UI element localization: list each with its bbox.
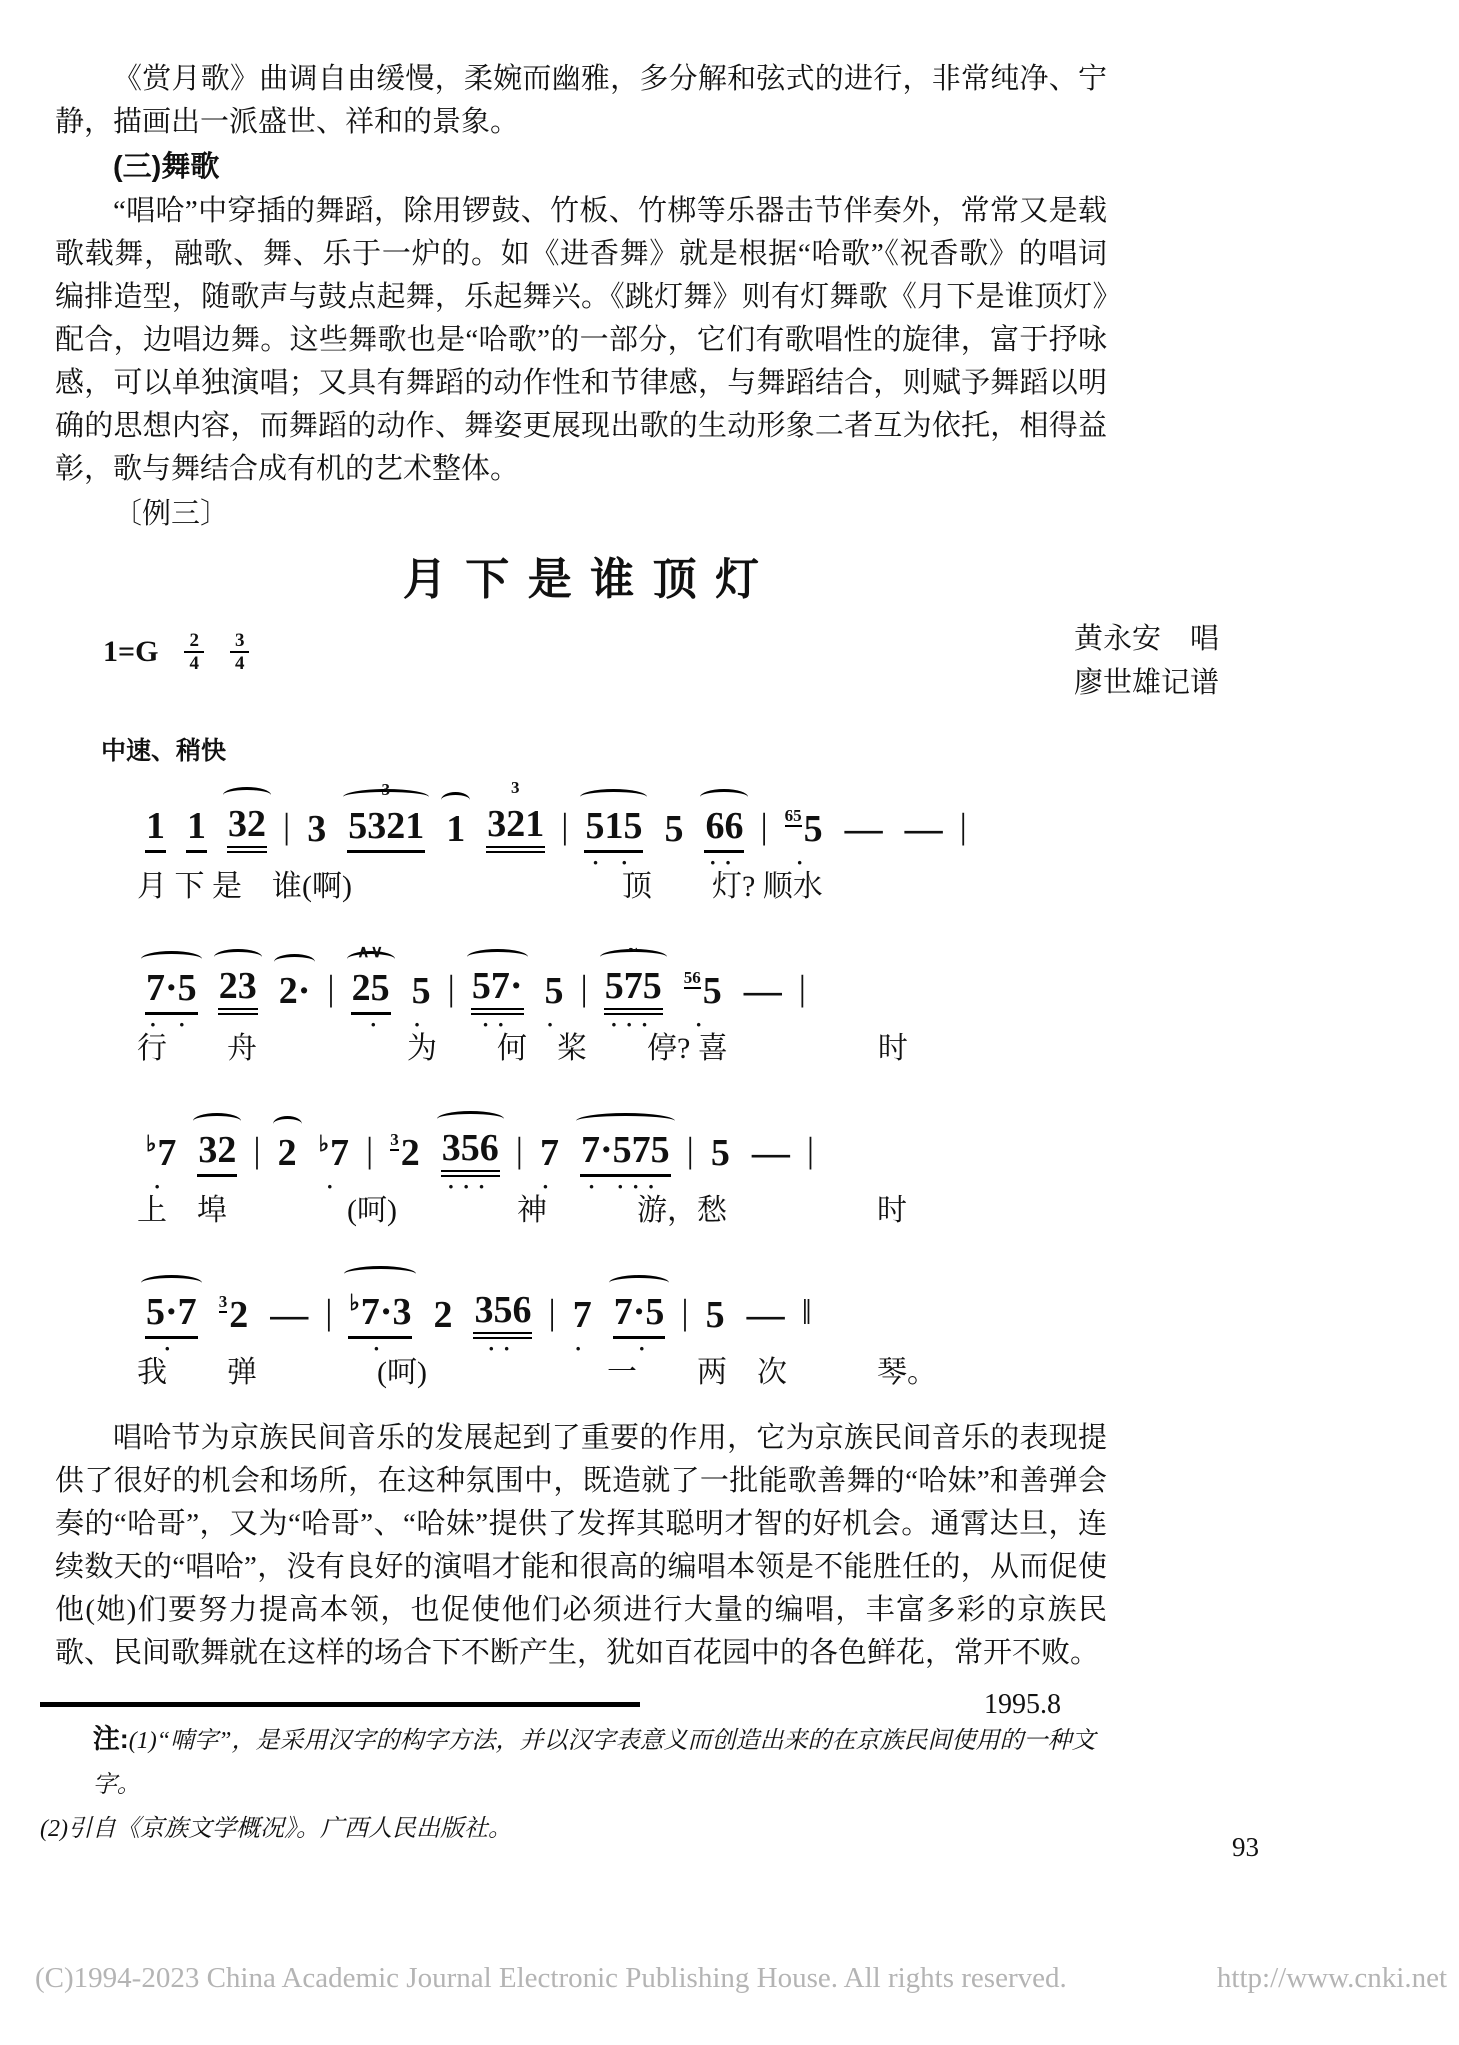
note-token — [277, 1131, 298, 1177]
footnote-1 — [40, 1717, 1100, 1807]
notes-line — [55, 1093, 1107, 1199]
octave-dots: ·· — [709, 850, 740, 875]
note-digits: 5 — [705, 1294, 725, 1336]
note-digits: 2 — [433, 1294, 453, 1336]
score-system — [55, 931, 1107, 1067]
note-token — [544, 969, 565, 1037]
barline — [324, 1290, 333, 1336]
slur-arc — [441, 792, 470, 808]
octave-dots: · — [163, 1336, 180, 1361]
note-token — [186, 804, 207, 853]
note-digits: 23 — [218, 964, 258, 1015]
note-token — [710, 1131, 731, 1177]
note-digits: 5 — [664, 808, 684, 850]
note-digits: $^{65}$5 — [784, 806, 823, 850]
grace-notes: 65 — [784, 806, 802, 825]
note-digits: | — [325, 1292, 333, 1332]
lyrics-line: 月 下 是 谁(啊) 顶 灯? 顺水 — [137, 870, 823, 903]
note-digits: | — [686, 1130, 694, 1170]
note-digits: — — [751, 1132, 790, 1174]
ornament-mark: 3 — [510, 778, 521, 797]
note-digits: ♭7·3 — [348, 1281, 412, 1339]
note-digits: — — [270, 1294, 309, 1336]
note-token — [145, 804, 166, 853]
page-number: 93 — [1232, 1832, 1259, 1862]
footnote-2: (2)引自《京族文学概况》。广西人民出版社。 — [40, 1816, 512, 1842]
singer-credit: 黄永安 唱 — [1073, 623, 1219, 655]
ornament-mark: ∧∨ — [357, 942, 385, 961]
note-token — [604, 940, 663, 1037]
lyrics-line: 我 弹 (呵) 一 两 次 琴。 — [137, 1356, 937, 1389]
note-digits: 32 — [227, 802, 267, 853]
note-digits: | — [806, 1130, 815, 1170]
slur-arc — [467, 949, 528, 965]
note-token — [572, 1293, 593, 1361]
score-header-row — [55, 617, 1219, 705]
barline — [560, 804, 569, 850]
octave-dots: ·· — [487, 1336, 519, 1361]
octave-dots: · — [372, 1336, 389, 1361]
note-token — [580, 1128, 671, 1199]
octave-dots: · · — [149, 1012, 194, 1037]
note-digits: — — [746, 1294, 785, 1336]
barline — [959, 804, 968, 850]
note-digits: 356 — [441, 1126, 500, 1177]
meter-denominator: 4 — [189, 653, 199, 674]
score-system — [55, 1255, 1107, 1391]
transcriber-credit: 廖世雄记谱 — [1073, 667, 1219, 699]
note-token — [904, 807, 944, 853]
score-systems — [55, 769, 1107, 1391]
slur-arc — [274, 954, 316, 970]
note-token — [441, 1126, 500, 1199]
note-digits: $^{56}$5 — [683, 968, 722, 1012]
meter-2-4 — [184, 631, 204, 673]
note-token — [347, 780, 425, 853]
octave-dots: · — [356, 1012, 386, 1037]
barline — [686, 1128, 695, 1174]
note-token — [432, 1293, 453, 1339]
page-content — [55, 58, 1219, 1721]
note-digits: 3 — [307, 808, 327, 850]
note-token — [471, 964, 524, 1037]
tempo-marking: 中速、稍快 — [101, 737, 227, 765]
slur-arc — [193, 1113, 241, 1129]
ornament-mark: ~ — [628, 940, 639, 959]
octave-dots: · — [574, 1336, 590, 1361]
note-token — [473, 1288, 532, 1361]
note-digits: — — [743, 970, 782, 1012]
barline — [680, 1290, 689, 1336]
paragraph-changhajie: 唱哈节为京族民间音乐的发展起到了重要的作用，它为京族民间音乐的表现提供了很好的机会和场所，在这种氛围中，既造就了一批能歌善舞的“哈妹”和善弹会奏的“哈哥”，又为“哈哥”、“哈妹”提供了发挥其聪明才智的好机会。通霄达旦，连续数天的“唱哈”，没有良好的演唱才能和很高的编唱本领是不能胜任的，从而促使他(她)们要努力提高本领，也促使他们必须进行大量的编唱，丰富多彩的京族民歌、民间歌舞就在这样的场合下不断产生，犹如百花园中的各色鲜花，常开不败。 — [55, 1422, 1107, 1669]
footer-copyright: (C)1994-2023 China Academic Journal Electronic Publishing House. All rights reserved. — [35, 1962, 1067, 1994]
note-token — [751, 1131, 791, 1177]
paragraph-shangyuege: 《赏月歌》曲调自由缓慢，柔婉而幽雅，多分解和弦式的进行，非常纯净、宁静，描画出一派盛世、祥和的景象。 — [55, 63, 1107, 138]
note-digits: ♭7 — [146, 1131, 177, 1174]
score-title: 月下是谁顶灯 — [402, 555, 778, 604]
grace-notes: 56 — [683, 968, 701, 987]
note-digits: | — [580, 968, 588, 1008]
note-token — [584, 804, 643, 875]
meter-3-4 — [230, 631, 250, 673]
note-token — [389, 1118, 421, 1177]
notes-line — [55, 1255, 1107, 1361]
note-token — [704, 804, 744, 875]
note-digits: | — [327, 968, 335, 1008]
octave-dots: ··· — [447, 1174, 494, 1199]
note-digits: | — [366, 1130, 374, 1170]
note-digits: 7 — [572, 1294, 592, 1336]
note-digits: 5 — [710, 1132, 730, 1174]
barline — [806, 1128, 815, 1174]
slur-arc — [273, 1116, 302, 1132]
barline — [282, 804, 291, 850]
note-digits: 321 — [486, 802, 545, 853]
note-token — [227, 802, 267, 853]
footnote-block — [40, 1702, 1100, 1851]
footnote-1-text: (1)“喃字”，是采用汉字的构字方法，并以汉字表意义而创造出来的在京族民间使用的一种文字。 — [92, 1728, 1096, 1798]
note-digits: | — [548, 1292, 556, 1332]
barline — [326, 966, 335, 1012]
footnote-label: 注: — [92, 1724, 129, 1754]
note-digits: 7 — [539, 1132, 559, 1174]
note-token — [197, 1128, 237, 1177]
note-digits: 5 — [544, 970, 564, 1012]
barline — [252, 1128, 261, 1174]
lyrics-line: 行 舟 为 何 桨 停? 喜 时 — [137, 1032, 908, 1065]
note-token — [445, 807, 466, 853]
note-token — [486, 778, 545, 853]
note-token — [218, 964, 258, 1015]
note-token — [145, 966, 198, 1037]
note-digits: ♭7 — [318, 1131, 349, 1174]
note-digits: | — [447, 968, 455, 1008]
slur-arc — [214, 949, 262, 965]
note-token — [844, 807, 884, 853]
note-digits: 57· — [471, 964, 524, 1015]
note-digits: | — [760, 806, 768, 846]
note-token — [784, 794, 824, 875]
score-system — [55, 769, 1107, 905]
accidental-flat: ♭ — [349, 1290, 360, 1315]
note-digits: | — [515, 1130, 523, 1170]
notes-line — [55, 931, 1107, 1037]
note-token — [306, 807, 327, 853]
notes-line — [55, 769, 1107, 875]
note-token — [269, 1293, 309, 1339]
octave-dots: · — [153, 1174, 169, 1199]
grace-notes: 3 — [390, 1130, 399, 1149]
slur-arc — [576, 1113, 675, 1129]
slur-arc — [141, 1275, 202, 1291]
note-digits: 2· — [278, 970, 311, 1012]
note-digits: 1 — [186, 804, 207, 853]
barline — [547, 1290, 556, 1336]
note-digits: 7·5 — [145, 966, 198, 1015]
note-token — [539, 1131, 560, 1199]
note-digits: | — [798, 968, 806, 1008]
note-token — [145, 1290, 198, 1361]
note-digits: | — [253, 1130, 261, 1170]
octave-dots: · ··· — [587, 1174, 663, 1199]
note-digits: 1 — [446, 808, 466, 850]
note-token — [348, 1281, 412, 1361]
note-token — [613, 1290, 666, 1361]
note-digits: 356 — [473, 1288, 532, 1339]
note-digits: — — [904, 808, 943, 850]
octave-dots: · — [541, 1174, 558, 1199]
note-digits: $^3$2 — [390, 1130, 420, 1174]
grace-notes: 3 — [218, 1292, 228, 1311]
note-token — [278, 969, 312, 1015]
note-digits: 7·575 — [580, 1128, 671, 1177]
score-system — [55, 1093, 1107, 1229]
slur-arc — [580, 789, 647, 805]
note-token — [145, 1122, 177, 1199]
meter-numerator: 3 — [230, 631, 250, 653]
note-digits: 25 — [351, 966, 391, 1015]
note-token — [743, 969, 783, 1015]
barline — [759, 804, 768, 850]
octave-dots: · — [695, 1012, 711, 1037]
accidental-flat: ♭ — [318, 1131, 329, 1156]
slur-arc — [609, 1275, 670, 1291]
octave-dots: · — [326, 1174, 342, 1199]
barline — [365, 1128, 374, 1174]
slur-arc — [223, 787, 271, 803]
footnote-divider — [40, 1702, 640, 1707]
slur-arc — [344, 1266, 416, 1282]
note-token — [318, 1122, 350, 1199]
footer — [35, 1962, 1447, 1995]
paragraph-wuge-body: “唱哈”中穿插的舞蹈，除用锣鼓、竹板、竹梆等乐器击节伴奏外，常常又是载歌载舞，融歌、舞、乐于一炉的。如《进香舞》就是根据“哈歌”《祝香歌》的唱词编排造型，随歌声与鼓点起舞，乐起舞兴。《跳灯舞》则有灯舞歌《月下是谁顶灯》配合，边唱边舞。这些舞歌也是“哈歌”的一部分，它们有歌唱性的旋律，富于抒咏感，可以单独演唱；又具有舞蹈的动作性和节律感，与舞蹈结合，则赋予舞蹈以明确的思想内容，而舞蹈的动作、舞姿更展现出歌的生动形象二者互为依托，相得益彰，歌与舞结合成有机的艺术整体。 — [55, 195, 1107, 485]
key-signature — [103, 631, 249, 673]
barline — [798, 966, 807, 1012]
note-digits: 2 — [277, 1132, 297, 1174]
barline — [515, 1128, 524, 1174]
note-digits: 7·5 — [613, 1290, 666, 1339]
octave-dots: ·· — [481, 1012, 513, 1037]
note-token — [663, 807, 684, 853]
note-digits: — — [844, 808, 883, 850]
note-token — [683, 956, 723, 1037]
note-digits: 66 — [704, 804, 744, 853]
score-credits — [1074, 617, 1219, 705]
note-digits: $^3$2 — [218, 1292, 249, 1336]
example-label: 〔例三〕 — [113, 498, 230, 530]
meter-numerator: 2 — [184, 631, 204, 653]
octave-dots: · — [795, 850, 812, 875]
note-digits: 5 — [411, 970, 431, 1012]
meter-denominator: 4 — [234, 653, 245, 674]
note-digits: 1 — [145, 804, 166, 853]
note-digits: | — [283, 806, 291, 846]
slur-arc — [141, 951, 202, 967]
octave-dots: · — [624, 1336, 654, 1361]
octave-dots: · · — [591, 850, 637, 875]
slur-arc — [700, 789, 748, 805]
note-token — [351, 942, 391, 1037]
note-digits: 32 — [197, 1128, 237, 1177]
barline — [447, 966, 456, 1012]
octave-dots: · — [413, 1012, 429, 1037]
lyrics-line: 上 埠 (呵) 神 游，愁 时 — [137, 1194, 907, 1227]
octave-dots: ··· — [610, 1012, 657, 1037]
barline — [580, 966, 589, 1012]
section-heading-wuge: (三)舞歌 — [113, 151, 220, 183]
note-digits: 5·7 — [145, 1290, 198, 1339]
octave-dots: · — [546, 1012, 562, 1037]
note-token — [746, 1293, 786, 1339]
barline — [801, 1290, 813, 1336]
note-digits: | — [561, 806, 569, 846]
note-digits: ‖ — [801, 1292, 812, 1332]
note-digits: 575 — [604, 964, 663, 1015]
key-label: 1=G — [103, 635, 159, 668]
article-date: 1995.8 — [984, 1689, 1061, 1720]
accidental-flat: ♭ — [146, 1131, 157, 1156]
music-score — [55, 543, 1219, 1391]
note-token — [705, 1293, 726, 1339]
slur-arc — [437, 1111, 504, 1127]
note-digits: | — [959, 806, 967, 846]
footer-url: http://www.cnki.net — [1216, 1962, 1447, 1994]
note-token — [218, 1280, 250, 1339]
note-digits: 5321 — [347, 804, 425, 853]
ornament-mark: 3 — [381, 780, 391, 799]
note-digits: | — [681, 1292, 689, 1332]
note-token — [411, 969, 432, 1037]
note-digits: 515 — [584, 804, 643, 853]
